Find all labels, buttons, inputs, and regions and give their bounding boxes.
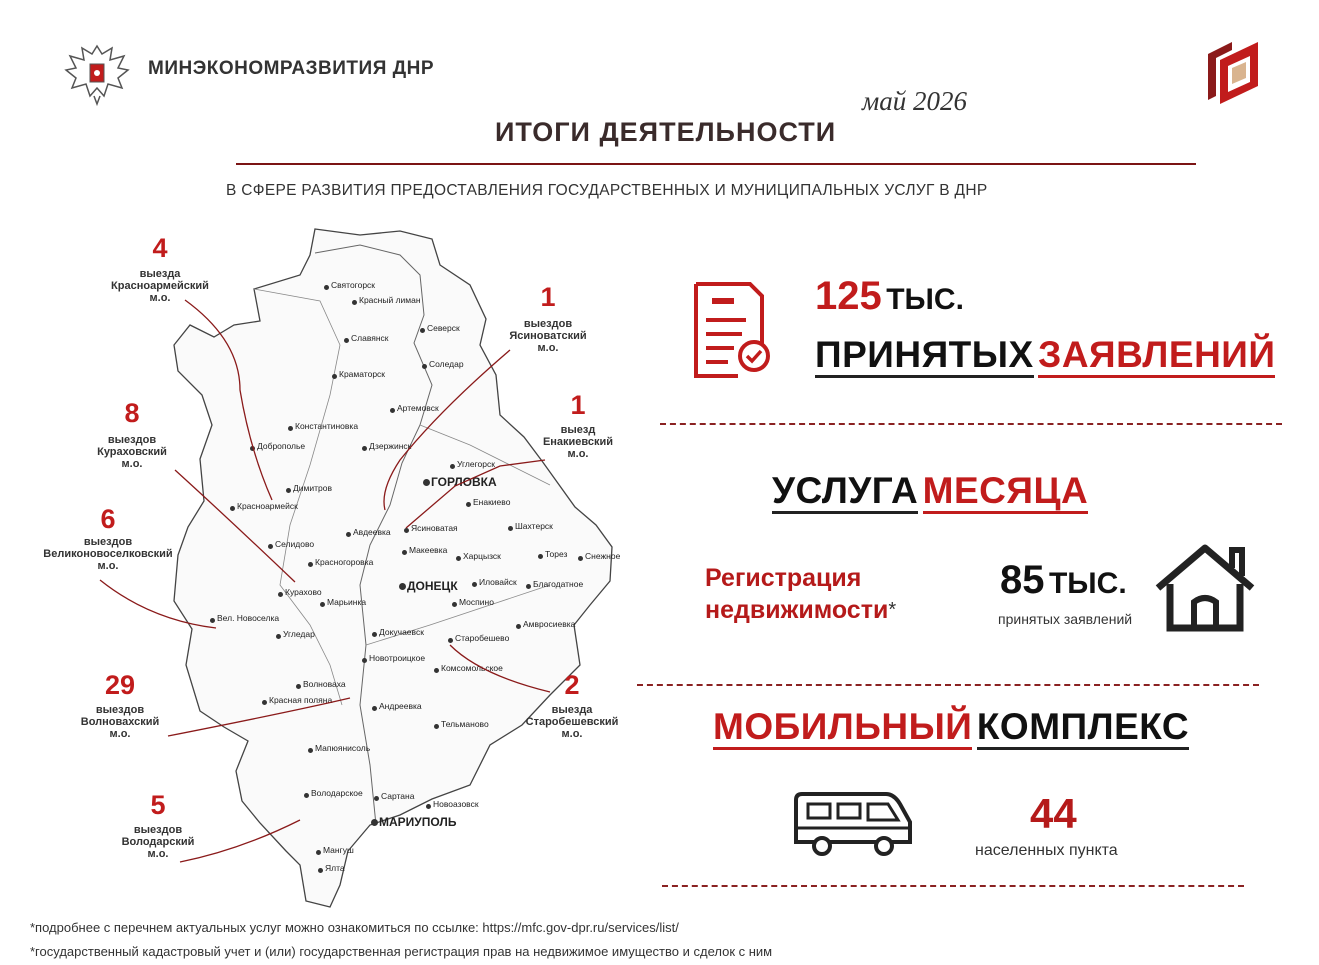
mobile-count: 44 <box>1030 790 1077 837</box>
city-label: Торез <box>545 549 568 559</box>
city-label: Святогорск <box>331 280 376 290</box>
city-label: Угледар <box>283 629 315 639</box>
city-label: Снежное <box>585 551 621 561</box>
callout-enakievsky: 1 <box>570 390 586 420</box>
applications-count: 125 ТЫС. <box>815 274 964 318</box>
service-count-caption: принятых заявлений <box>998 611 1133 627</box>
city-label: ГОРЛОВКА <box>431 475 497 489</box>
callout-velikonovoselkovsky: 6 <box>100 504 116 534</box>
city-label: Докучаевск <box>379 627 424 637</box>
city-label: Новотроицкое <box>369 653 426 663</box>
city-label: Иловайск <box>479 577 517 587</box>
document-check-icon <box>690 280 772 382</box>
city-label: Константиновка <box>295 421 359 431</box>
city-label: Волноваха <box>303 679 346 689</box>
city-label: Старобешево <box>455 633 510 643</box>
callout-yasinovatsky: 1 <box>540 282 556 312</box>
footnote-services-link: *подробнее с перечнем актуальных услуг можно ознакомиться по ссылке: https://mfc.gov-dpr.ru/services/list/ <box>30 920 679 935</box>
city-label: Красный лиман <box>359 295 421 305</box>
city-label: Енакиево <box>473 497 511 507</box>
city-label: Славянск <box>351 333 389 343</box>
house-icon <box>1152 540 1258 632</box>
city-label: Вел. Новоселка <box>217 613 280 623</box>
callout-label: выезд Енакиевский м.о. <box>542 424 614 460</box>
section-divider <box>660 423 1282 425</box>
callout-label: выезда Старобешевский м.о. <box>525 704 619 740</box>
city-label: Курахово <box>285 587 322 597</box>
page-title: ИТОГИ ДЕЯТЕЛЬНОСТИ <box>495 117 837 147</box>
callout-label: выездов Великоновоселковский м.о. <box>43 536 173 572</box>
section-divider <box>662 885 1244 887</box>
callout-label: выездов Володарский м.о. <box>121 824 195 860</box>
city-label: Благодатное <box>533 579 584 589</box>
city-label: Комсомольское <box>441 663 503 673</box>
city-label: Марьинка <box>327 597 367 607</box>
city-label: Новоазовск <box>433 799 479 809</box>
city-label: Сартана <box>381 791 415 801</box>
page-subtitle: В СФЕРЕ РАЗВИТИЯ ПРЕДОСТАВЛЕНИЯ ГОСУДАРСТВЕННЫХ И МУНИЦИПАЛЬНЫХ УСЛУГ В ДНР <box>226 182 988 199</box>
callout-volodarsky: 5 <box>150 790 166 820</box>
callout-volnovakhsky: 29 <box>104 670 136 700</box>
city-label: Ясиноватая <box>411 523 458 533</box>
city-label: МАРИУПОЛЬ <box>379 815 457 829</box>
city-label: Артемовск <box>397 403 439 413</box>
city-label: Дзержинск <box>369 441 412 451</box>
mobile-complex-heading: МОБИЛЬНЫЙ КОМПЛЕКС <box>713 706 1189 748</box>
callout-label: выезда Красноармейский м.о. <box>111 268 209 304</box>
city-label: Углегорск <box>457 459 495 469</box>
city-label: Авдеевка <box>353 527 391 537</box>
report-period: май 2026 <box>862 86 967 116</box>
callout-kurakhovsky: 8 <box>124 398 140 428</box>
city-label: Ялта <box>325 863 345 873</box>
van-icon <box>790 790 916 858</box>
service-name: Регистрация недвижимости* <box>705 564 897 624</box>
city-label: Мапюянисоль <box>315 743 371 753</box>
city-label: Красноармейск <box>237 501 298 511</box>
city-label: Тельманово <box>441 719 489 729</box>
section-divider <box>637 684 1259 686</box>
service-count: 85 ТЫС. <box>1000 558 1127 602</box>
callout-label: выездов Кураховский м.о. <box>97 434 167 470</box>
city-label: Амвросиевка <box>523 619 576 629</box>
city-label: Соледар <box>429 359 464 369</box>
city-label: Мангуш <box>323 845 354 855</box>
service-of-month-heading: УСЛУГА МЕСЯЦА <box>772 470 1088 512</box>
city-label: Макеевка <box>409 545 448 555</box>
city-label: Селидово <box>275 539 315 549</box>
callout-label: выездов Волновахский м.о. <box>80 704 160 740</box>
city-label: ДОНЕЦК <box>407 579 458 593</box>
city-label: Доброполье <box>257 441 306 451</box>
city-label: Андреевка <box>379 701 422 711</box>
callout-label: выездов Ясиноватский м.о. <box>509 318 587 354</box>
city-label: Шахтерск <box>515 521 553 531</box>
city-label: Харцызск <box>463 551 501 561</box>
city-label: Краматорск <box>339 369 386 379</box>
callout-krasnoarmeysky: 4 <box>152 233 168 263</box>
city-label: Северск <box>427 323 460 333</box>
applications-caption: ПРИНЯТЫХ ЗАЯВЛЕНИЙ <box>815 334 1275 376</box>
city-label: Красногоровка <box>315 557 374 567</box>
callout-starobeshevsky: 2 <box>564 670 580 700</box>
city-label: Моспино <box>459 597 494 607</box>
city-label: Володарское <box>311 788 363 798</box>
city-label: Димитров <box>293 483 332 493</box>
ministry-name: МИНЭКОНОМРАЗВИТИЯ ДНР <box>148 58 435 79</box>
footnote-cadastral: *государственный кадастровый учет и (или) государственная регистрация прав на недвижимое имущество и сделок с ним <box>30 944 773 959</box>
city-label: Красная поляна <box>269 695 333 705</box>
mobile-count-caption: населенных пункта <box>975 842 1118 859</box>
